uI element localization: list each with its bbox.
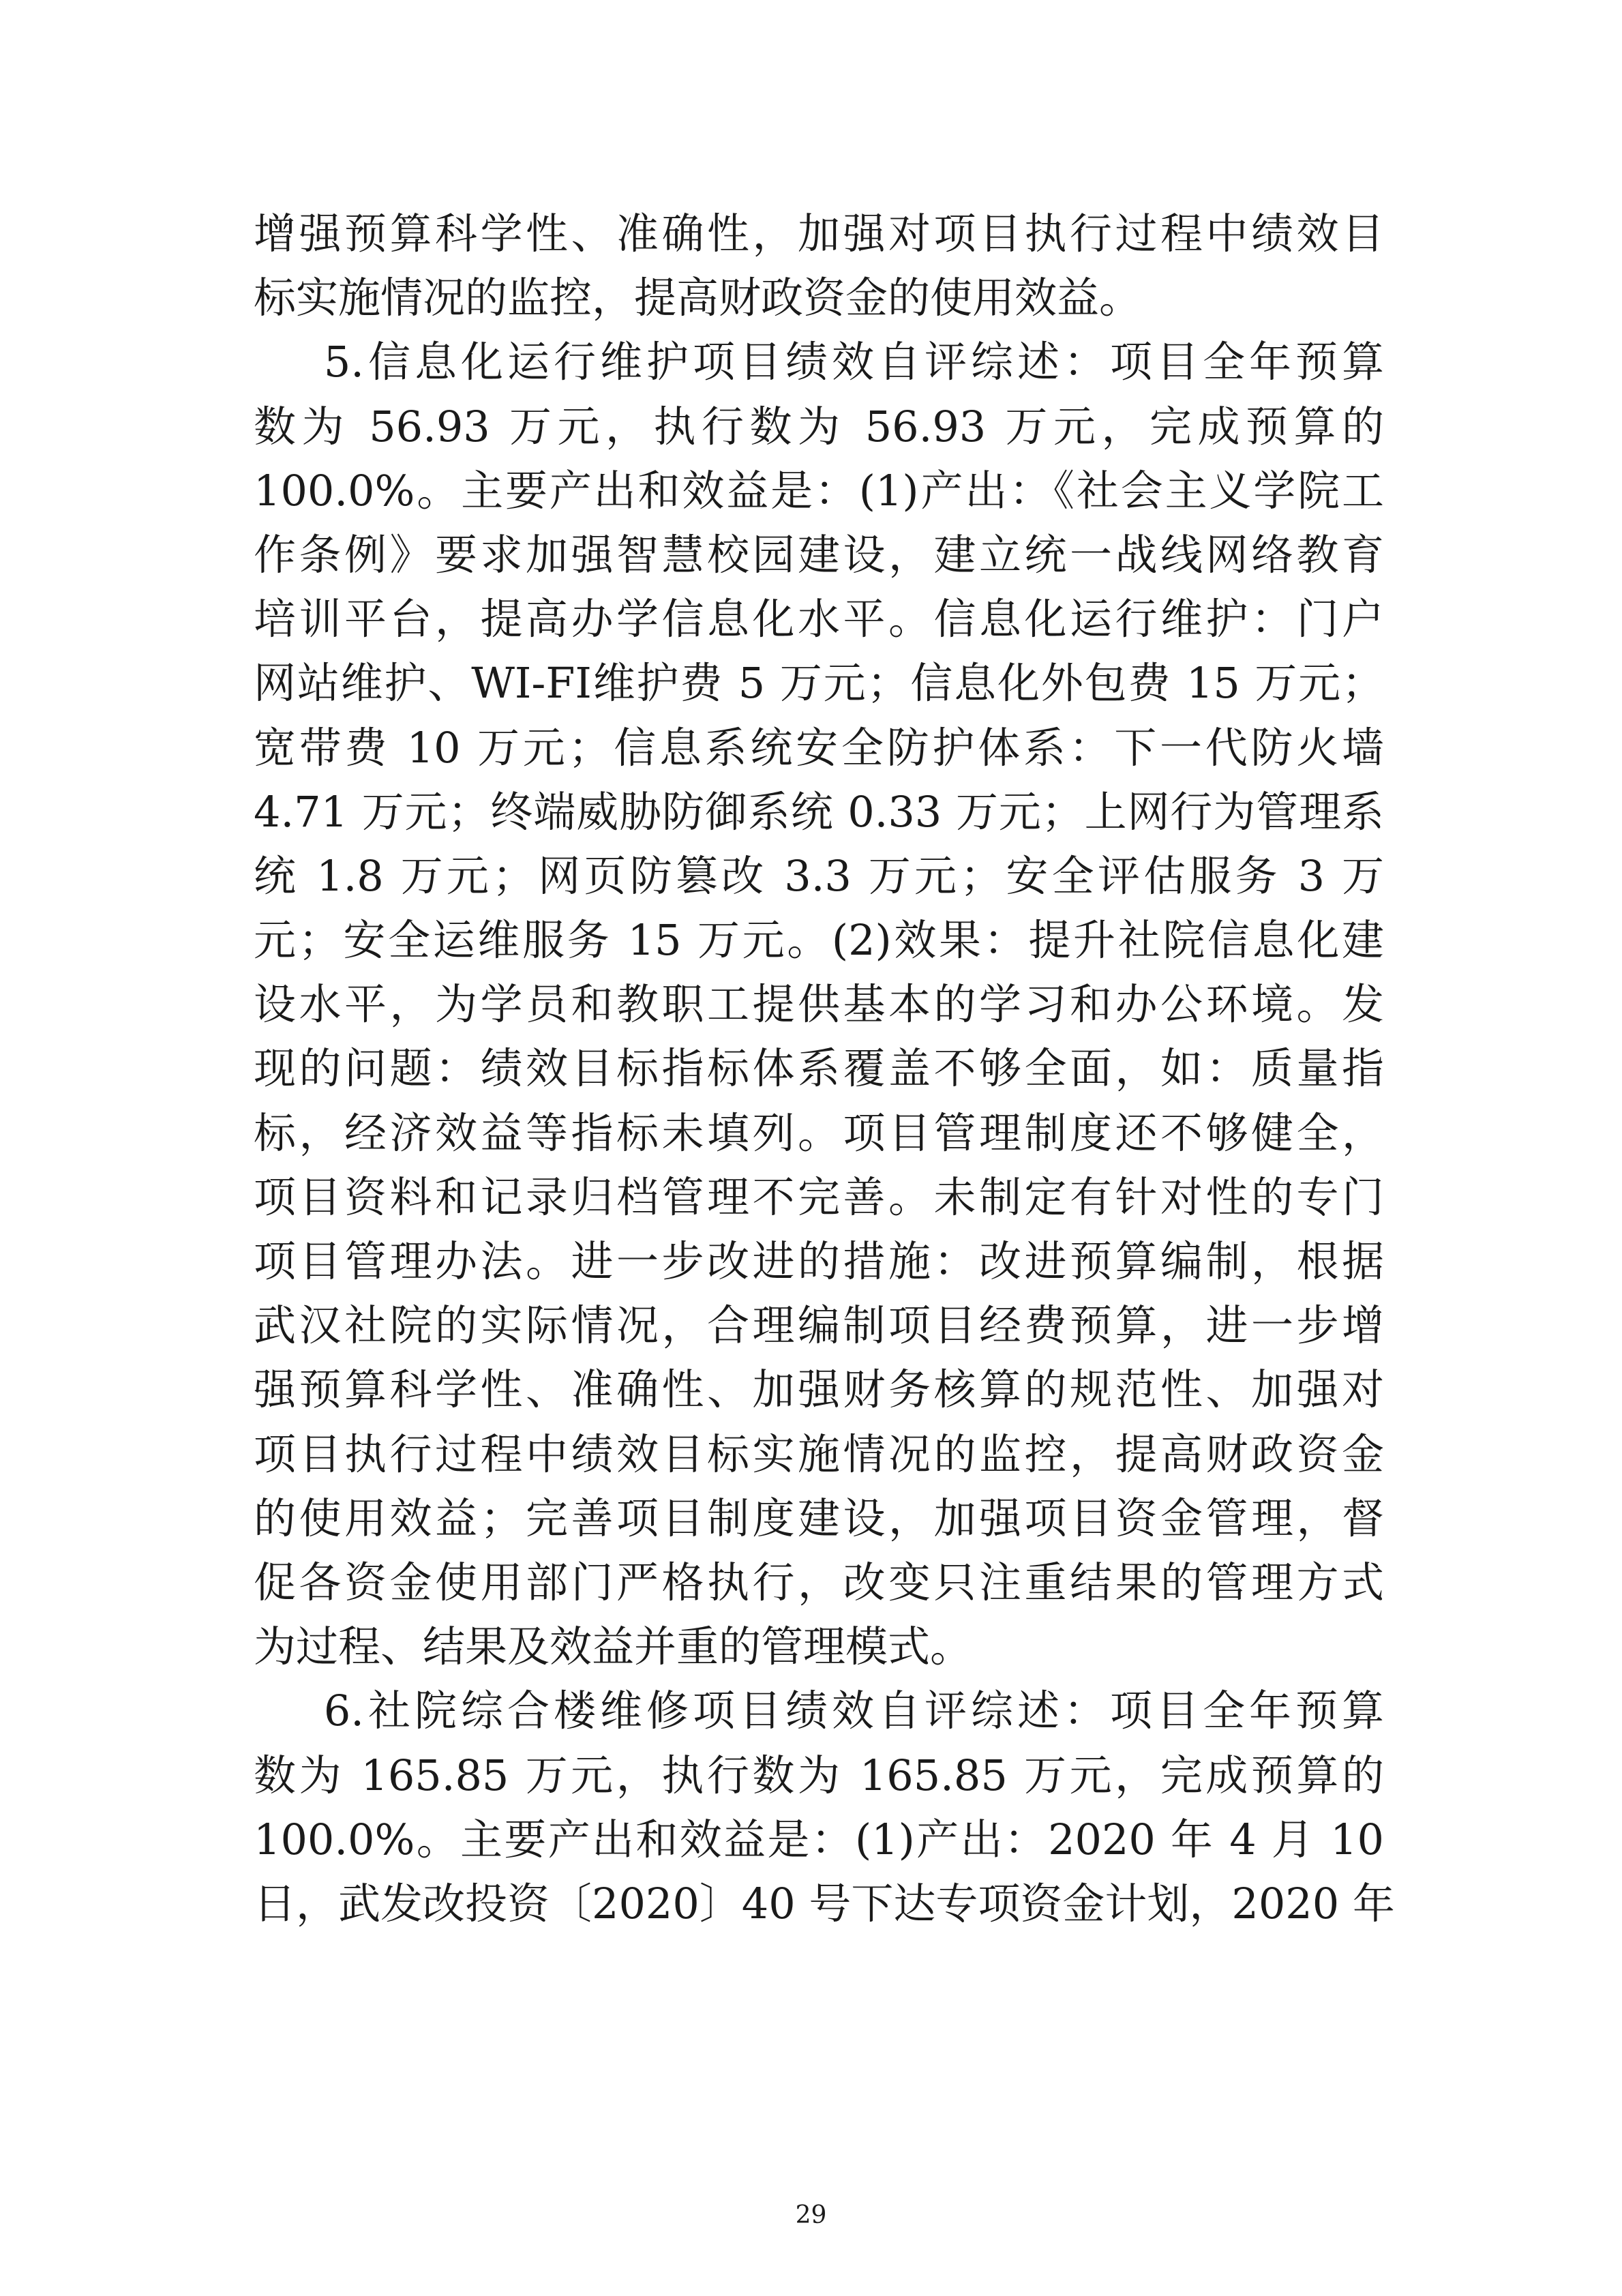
text-line-24: 6.社院综合楼维修项目绩效自评综述：项目全年预算 xyxy=(254,1686,1384,1736)
text-line-25: 数为 165.85 万元，执行数为 165.85 万元，完成预算的 xyxy=(254,1750,1384,1800)
text-line-16: 项目资料和记录归档管理不完善。未制定有针对性的专门 xyxy=(254,1172,1384,1222)
text-line-15: 标，经济效益等指标未填列。项目管理制度还不够健全， xyxy=(254,1107,1384,1158)
text-line-20: 项目执行过程中绩效目标实施情况的监控，提高财政资金 xyxy=(254,1429,1384,1479)
text-line-23: 为过程、结果及效益并重的管理模式。 xyxy=(254,1622,973,1672)
text-line-11: 统 1.8 万元；网页防篡改 3.3 万元；安全评估服务 3 万 xyxy=(254,850,1384,901)
document-body xyxy=(254,202,1395,1936)
text-line-18: 武汉社院的实际情况，合理编制项目经费预算，进一步增 xyxy=(254,1300,1384,1351)
text-line-27: 日，武发改投资〔2020〕40 号下达专项资金计划，2020 年 xyxy=(254,1878,1395,1928)
text-line-10: 4.71 万元；终端威胁防御系统 0.33 万元；上网行为管理系 xyxy=(254,786,1384,837)
text-line-26: 100.0%。主要产出和效益是：(1)产出：2020 年 4 月 10 xyxy=(254,1814,1384,1864)
text-line-13: 设水平，为学员和教职工提供基本的学习和办公环境。发 xyxy=(254,979,1384,1030)
text-line-1: 增强预算科学性、准确性，加强对项目执行过程中绩效目 xyxy=(254,209,1384,258)
text-line-22: 促各资金使用部门严格执行，改变只注重结果的管理方式 xyxy=(254,1557,1384,1607)
text-line-6: 作条例》要求加强智慧校园建设，建立统一战线网络教育 xyxy=(254,529,1384,580)
text-line-9: 宽带费 10 万元；信息系统安全防护体系：下一代防火墙 xyxy=(254,722,1384,773)
text-line-5: 100.0%。主要产出和效益是：(1)产出：《社会主义学院工 xyxy=(254,465,1384,516)
text-line-4: 数为 56.93 万元，执行数为 56.93 万元，完成预算的 xyxy=(254,401,1384,451)
text-line-3: 5.信息化运行维护项目绩效自评综述：项目全年预算 xyxy=(254,337,1384,387)
text-line-19: 强预算科学性、准确性、加强财务核算的规范性、加强对 xyxy=(254,1365,1384,1415)
text-line-7: 培训平台，提高办学信息化水平。信息化运行维护：门户 xyxy=(254,594,1384,644)
text-line-17: 项目管理办法。进一步改进的措施：改进预算编制，根据 xyxy=(254,1236,1384,1286)
text-line-12: 元；安全运维服务 15 万元。(2)效果：提升社院信息化建 xyxy=(254,915,1384,966)
text-line-2: 标实施情况的监控，提高财政资金的使用效益。 xyxy=(254,273,1142,323)
text-line-14: 现的问题：绩效目标指标体系覆盖不够全面，如：质量指 xyxy=(254,1043,1384,1094)
text-line-8: 网站维护、WI-FI维护费 5 万元；信息化外包费 15 万元； xyxy=(254,658,1384,709)
page-number: 29 xyxy=(795,2201,827,2229)
text-line-21: 的使用效益；完善项目制度建设，加强项目资金管理，督 xyxy=(254,1493,1384,1543)
